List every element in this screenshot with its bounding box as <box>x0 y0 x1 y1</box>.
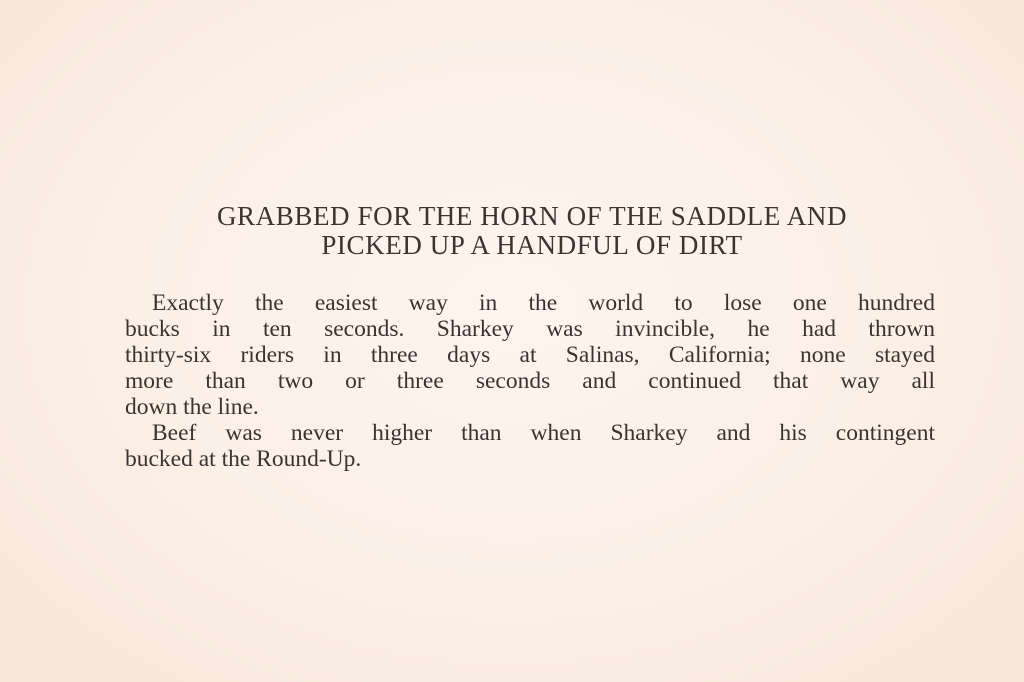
paragraph-1-line-2: bucks in ten seconds. Sharkey was invincible, he had thrown <box>125 316 935 342</box>
caption-line-2: PICKED UP A HANDFUL OF DIRT <box>321 230 743 260</box>
body-text <box>125 290 935 472</box>
paragraph-1-line-3: thirty-six riders in three days at Salinas, California; none stayed <box>125 342 935 368</box>
paragraph-1-line-1: Exactly the easiest way in the world to lose one hundred <box>152 290 935 316</box>
paragraph-1-line-5: down the line. <box>125 394 259 420</box>
paragraph-1-line-4: more than two or three seconds and continued that way all <box>125 368 935 394</box>
paragraph-2-line-2: bucked at the Round-Up. <box>125 446 362 472</box>
paragraph-2-line-1: Beef was never higher than when Sharkey and his contingent <box>152 420 935 446</box>
caption-line-1: GRABBED FOR THE HORN OF THE SADDLE AND <box>216 201 848 231</box>
caption-heading <box>110 202 954 260</box>
